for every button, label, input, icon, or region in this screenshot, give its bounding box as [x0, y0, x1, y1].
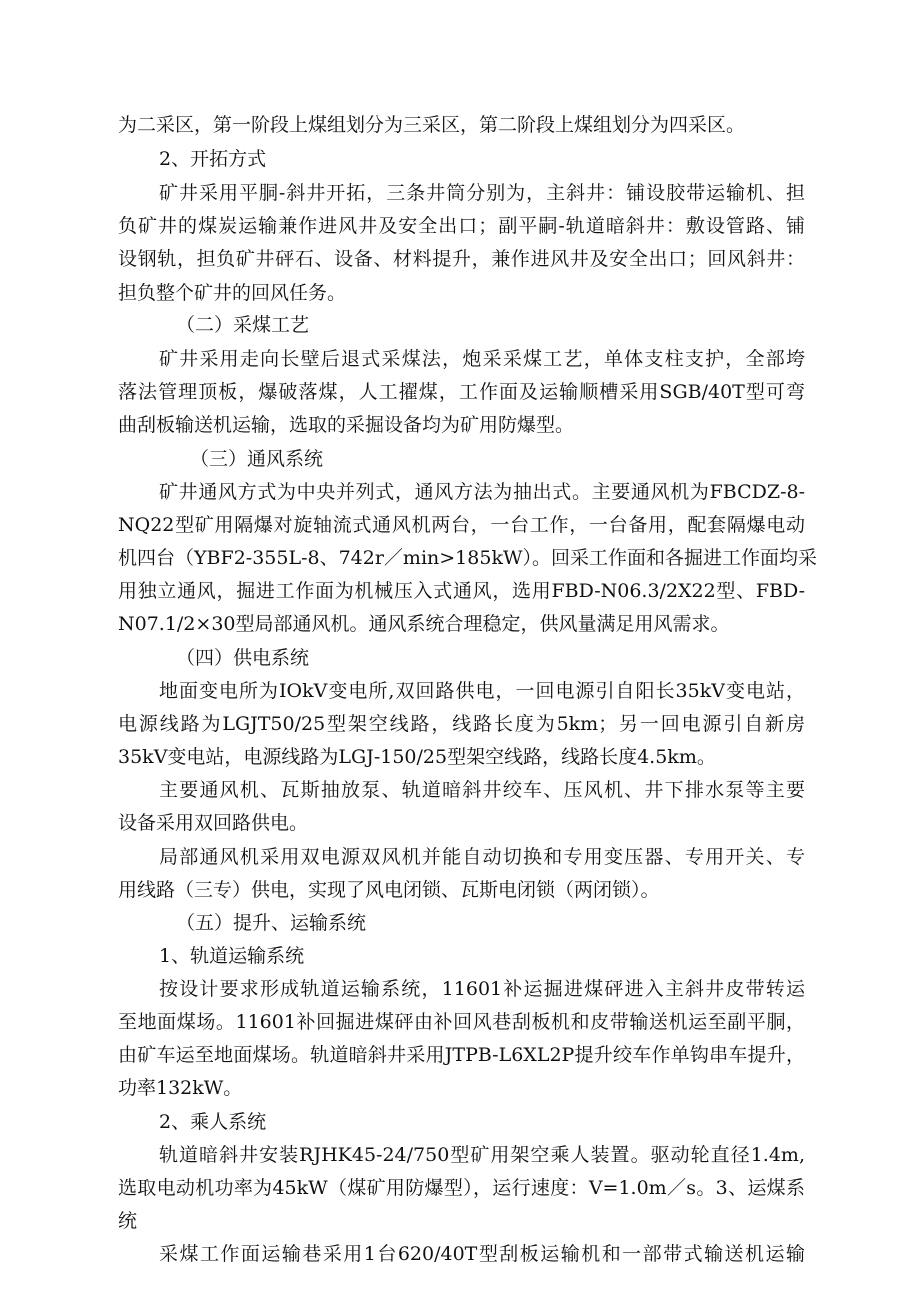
paragraph-line: 功率132kW。 — [118, 1077, 243, 1099]
paragraph-line: 设备采用双回路供电。 — [118, 812, 309, 834]
paragraph-line: 矿井采用走向长壁后退式采煤法，炮采采煤工艺，单体支柱支护，全部垮 — [159, 348, 805, 370]
section-heading: 2、开拓方式 — [159, 148, 267, 170]
paragraph-line: 至地面煤场。11601补回掘进煤砰由补回风巷刮板机和皮带输送机运至副平胴， — [118, 1011, 805, 1033]
paragraph-line: 轨道暗斜井安装RJHK45-24/750型矿用架空乘人装置。驱动轮直径1.4m, — [159, 1144, 805, 1166]
paragraph-line: 局部通风机采用双电源双风机并能自动切换和专用变压器、专用开关、专 — [159, 846, 805, 868]
paragraph-line: 矿井通风方式为中央并列式，通风方法为抽出式。主要通风机为FBCDZ-8- — [159, 481, 805, 503]
paragraph-line: 35kV变电站，电源线路为LGJ-150/25型架空线路，线路长度4.5km。 — [118, 746, 716, 768]
paragraph-line: 由矿车运至地面煤场。轨道暗斜井采用JTPB-L6XL2P提升绞车作单钩串车提升， — [118, 1044, 805, 1066]
section-heading: （五）提升、运输系统 — [176, 912, 367, 934]
paragraph-line: 担负整个矿井的回风任务。 — [118, 282, 347, 304]
paragraph-line: NQ22型矿用隔爆对旋轴流式通风机两台，一台工作，一台备用，配套隔爆电动 — [118, 514, 805, 536]
section-heading: 2、乘人系统 — [159, 1111, 267, 1133]
section-heading: （三）通风系统 — [190, 448, 324, 470]
paragraph-line: 电源线路为LGJT50/25型架空线路，线路长度为5km；另一回电源引自新房 — [118, 713, 805, 735]
section-heading: 1、轨道运输系统 — [159, 945, 305, 967]
paragraph-line: 曲刮板输送机运输，选取的采掘设备均为矿用防爆型。 — [118, 414, 575, 436]
section-heading: （四）供电系统 — [176, 647, 310, 669]
paragraph-line: 落法管理顶板，爆破落煤，人工擢煤，工作面及运输顺槽采用SGB/40T型可弯 — [118, 381, 805, 403]
paragraph-line: 设钢轨，担负矿井砰石、设备、材料提升，兼作进风井及安全出口；回风斜井： — [118, 248, 805, 270]
section-heading: （二）采煤工艺 — [176, 314, 310, 336]
paragraph-line: 用独立通风，掘进工作面为机械压入式通风，选用FBD-N06.3/2X22型、FBD- — [118, 580, 805, 602]
paragraph-line: 用线路（三专）供电，实现了风电闭锁、瓦斯电闭锁（两闭锁）。 — [118, 879, 660, 901]
paragraph-line: 机四台（YBF2-355L-8、742r／min>185kW）。回采工作面和各掘进工作面均采 — [118, 547, 817, 569]
paragraph-line: 负矿井的煤炭运输兼作进风井及安全出口；副平嗣-轨道暗斜井：敷设管路、铺 — [118, 215, 805, 237]
paragraph-line: 为二采区，第一阶段上煤组划分为三采区，第二阶段上煤组划分为四采区。 — [118, 114, 746, 136]
paragraph-line: 地面变电所为IOkV变电所,双回路供电，一回电源引自阳长35kV变电站， — [159, 680, 805, 702]
paragraph-line: 选取电动机功率为45kW（煤矿用防爆型），运行速度：V=1.0m／s。3、运煤系 — [118, 1177, 805, 1199]
paragraph-line: 矿井采用平胴-斜井开拓，三条井筒分别为，主斜井：铺设胶带运输机、担 — [159, 182, 805, 204]
paragraph-line: 按设计要求形成轨道运输系统，11601补运掘进煤砰进入主斜井皮带转运 — [159, 978, 805, 1000]
paragraph-line: 采煤工作面运输巷采用1台620/40T型刮板运输机和一部带式输送机运输 — [159, 1243, 805, 1265]
paragraph-line: N07.1/2×30型局部通风机。通风系统合理稳定，供风量满足用风需求。 — [118, 613, 730, 635]
paragraph-line: 统 — [118, 1210, 138, 1232]
paragraph-line: 主要通风机、瓦斯抽放泵、轨道暗斜井绞车、压风机、井下排水泵等主要 — [159, 779, 805, 801]
